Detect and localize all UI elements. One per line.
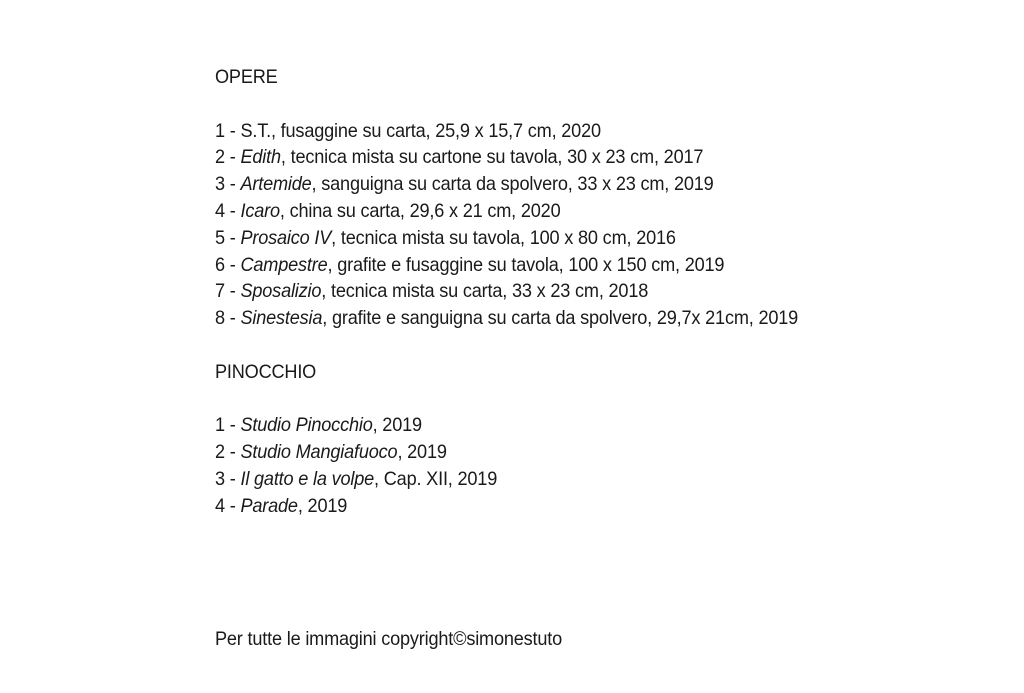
list-item: [215, 466, 940, 493]
item-separator: -: [224, 226, 241, 249]
item-separator: -: [224, 307, 241, 330]
item-details: , fusaggine su carta, 25,9 x 15,7 cm, 2020: [270, 119, 601, 142]
item-separator: -: [224, 146, 241, 169]
list-item: [215, 198, 940, 225]
item-details: , tecnica mista su carta, 33 x 23 cm, 2018: [321, 280, 649, 303]
item-separator: -: [224, 441, 241, 464]
item-number: 2: [215, 441, 225, 464]
spacer: [215, 386, 940, 413]
item-number: 3: [215, 467, 225, 490]
item-details: , 2019: [397, 441, 447, 464]
item-details: , tecnica mista su tavola, 100 x 80 cm, 2016: [331, 226, 676, 249]
list-item: [215, 412, 940, 439]
item-title: Campestre: [240, 253, 328, 276]
list-item: [215, 144, 940, 171]
spacer: [215, 91, 940, 118]
item-number: 7: [215, 280, 225, 303]
item-details: , sanguigna su carta da spolvero, 33 x 23 cm, 2019: [311, 173, 714, 196]
section-title-pinocchio: PINOCCHIO: [215, 360, 317, 383]
item-title: Studio Mangiafuoco: [240, 441, 398, 464]
item-number: 4: [215, 199, 225, 222]
copyright-footer: Per tutte le immagini copyright©simonestuto: [215, 628, 563, 650]
list-item: [215, 118, 940, 145]
list-item: [215, 305, 940, 332]
item-title: Studio Pinocchio: [240, 414, 373, 437]
item-number: 2: [215, 146, 225, 169]
item-title: Prosaico IV: [240, 226, 332, 249]
item-separator: -: [224, 467, 241, 490]
list-item: [215, 493, 940, 520]
item-details: , 2019: [372, 414, 422, 437]
works-list-opere: [215, 118, 940, 332]
item-details: , china su carta, 29,6 x 21 cm, 2020: [279, 199, 561, 222]
item-number: 8: [215, 307, 225, 330]
item-separator: -: [224, 119, 241, 142]
item-number: 3: [215, 173, 225, 196]
item-number: 6: [215, 253, 225, 276]
item-separator: -: [224, 253, 241, 276]
item-title: Sposalizio: [240, 280, 322, 303]
list-item: [215, 439, 940, 466]
spacer: [215, 332, 940, 359]
item-title: Il gatto e la volpe: [240, 467, 375, 490]
item-title: Icaro: [240, 199, 280, 222]
list-item: [215, 252, 940, 279]
item-details: , grafite e sanguigna su carta da spolvero, 29,7x 21cm, 2019: [322, 307, 799, 330]
item-separator: -: [224, 173, 241, 196]
works-list-pinocchio: [215, 412, 940, 519]
item-separator: -: [224, 414, 241, 437]
item-title: Sinestesia: [240, 307, 323, 330]
item-number: 5: [215, 226, 225, 249]
item-details: , 2019: [297, 494, 348, 517]
item-title: Artemide: [240, 173, 312, 196]
item-number: 4: [215, 494, 225, 517]
item-number: 1: [215, 119, 225, 142]
list-item: [215, 278, 940, 305]
item-details: , tecnica mista su cartone su tavola, 30 x 23 cm, 2017: [280, 146, 704, 169]
item-title: Parade: [240, 494, 298, 517]
item-separator: -: [224, 199, 241, 222]
item-title: S.T.: [240, 119, 271, 142]
section-title-opere: OPERE: [215, 66, 278, 88]
works-list-document: [215, 64, 940, 520]
item-title: Edith: [240, 146, 281, 169]
item-number: 1: [215, 414, 225, 437]
item-separator: -: [224, 494, 241, 517]
item-details: , Cap. XII, 2019: [374, 467, 498, 490]
item-details: , grafite e fusaggine su tavola, 100 x 150 cm, 2019: [327, 253, 725, 276]
list-item: [215, 171, 940, 198]
list-item: [215, 225, 940, 252]
item-separator: -: [224, 280, 241, 303]
